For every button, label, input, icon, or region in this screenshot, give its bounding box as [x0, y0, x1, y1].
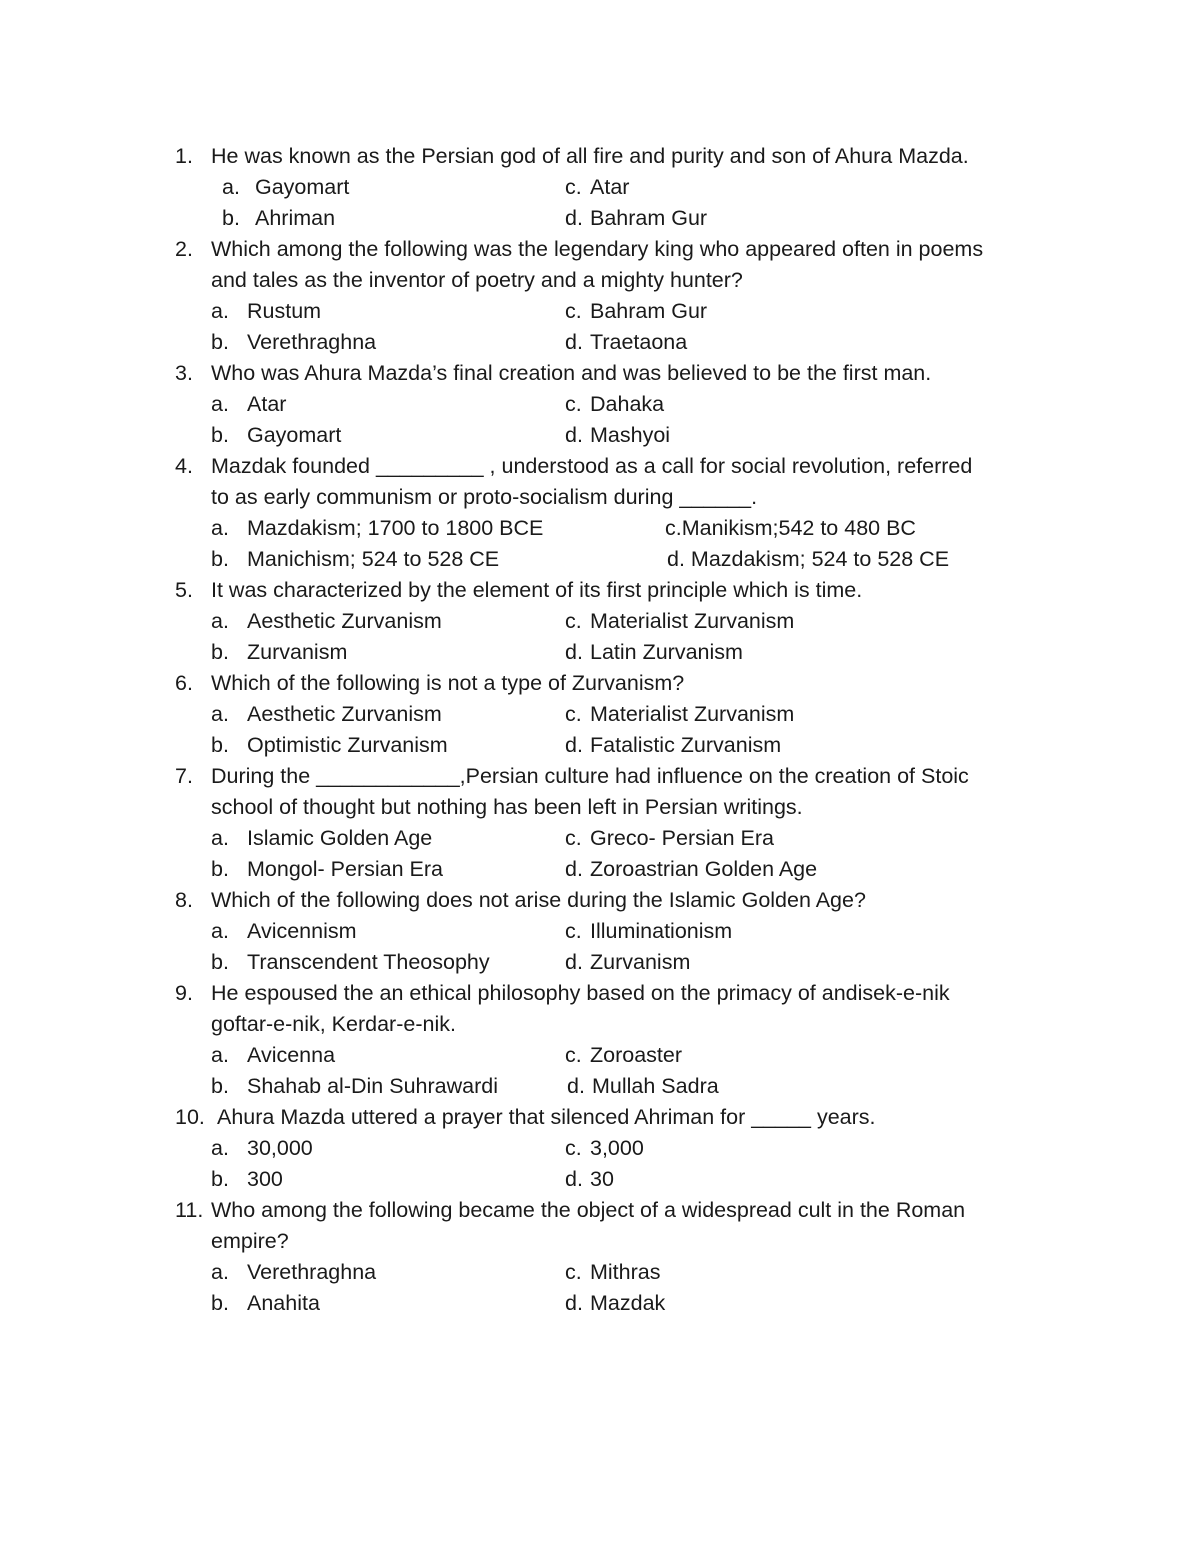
option-letter: a.	[211, 702, 229, 726]
option-letter: c.	[565, 299, 582, 323]
answer-option[interactable]	[565, 203, 708, 234]
option-letter: b.	[211, 330, 229, 354]
option-letter: d.	[565, 1167, 583, 1191]
option-letter: c.	[565, 919, 582, 943]
option-letter: c.	[565, 826, 582, 850]
option-text: d. Mazdakism; 524 to 528 CE	[667, 547, 950, 571]
answer-option[interactable]	[211, 296, 322, 327]
option-text: Materialist Zurvanism	[590, 702, 795, 726]
option-row	[0, 296, 1200, 327]
option-text: Traetaona	[590, 330, 688, 354]
answer-option[interactable]	[222, 172, 350, 203]
option-text: Gayomart	[247, 423, 342, 447]
question-line	[0, 1009, 1200, 1040]
option-text: Dahaka	[590, 392, 665, 416]
question-line	[0, 978, 1200, 1009]
answer-option[interactable]	[211, 389, 287, 420]
question-text: Ahura Mazda uttered a prayer that silenced Ahriman for _____ years.	[217, 1105, 876, 1129]
option-letter: c.	[565, 392, 582, 416]
question-line	[0, 668, 1200, 699]
question-number: 2.	[175, 237, 193, 261]
answer-option[interactable]	[565, 947, 691, 978]
question-number: 6.	[175, 671, 193, 695]
answer-option[interactable]	[211, 420, 342, 451]
option-letter: d.	[565, 733, 583, 757]
option-text: Zoroaster	[590, 1043, 683, 1067]
answer-option[interactable]	[211, 1040, 336, 1071]
question-number: 5.	[175, 578, 193, 602]
question-line	[0, 141, 1200, 172]
option-letter: a.	[211, 299, 229, 323]
answer-option[interactable]	[211, 947, 490, 978]
answer-option[interactable]	[565, 637, 743, 668]
option-text: Greco- Persian Era	[590, 826, 775, 850]
option-letter: c.	[565, 1136, 582, 1160]
option-letter: c.	[565, 1043, 582, 1067]
option-letter: a.	[211, 1043, 229, 1067]
option-text: Rustum	[247, 299, 322, 323]
option-row	[0, 1133, 1200, 1164]
option-letter: a.	[211, 392, 229, 416]
option-row	[0, 730, 1200, 761]
question-number: 7.	[175, 764, 193, 788]
answer-option[interactable]	[211, 823, 433, 854]
option-text: Atar	[590, 175, 630, 199]
option-row	[0, 513, 1200, 544]
option-row	[0, 389, 1200, 420]
option-row	[0, 1040, 1200, 1071]
question-text: Which among the following was the legendary king who appeared often in poems	[211, 237, 984, 261]
question-line	[0, 1226, 1200, 1257]
question-number: 3.	[175, 361, 193, 385]
option-letter: a.	[211, 1136, 229, 1160]
option-row	[0, 172, 1200, 203]
option-text: Latin Zurvanism	[590, 640, 743, 664]
option-text: Zurvanism	[590, 950, 691, 974]
option-row	[0, 637, 1200, 668]
question-text: goftar-e-nik, Kerdar-e-nik.	[211, 1012, 456, 1036]
answer-option[interactable]	[211, 637, 348, 668]
answer-option[interactable]	[565, 606, 795, 637]
question-text: and tales as the inventor of poetry and a mighty hunter?	[211, 268, 743, 292]
option-letter: b.	[211, 950, 229, 974]
option-text: Aesthetic Zurvanism	[247, 702, 442, 726]
question-line	[0, 885, 1200, 916]
option-letter: a.	[211, 826, 229, 850]
option-text: Transcendent Theosophy	[247, 950, 490, 974]
option-row	[0, 1288, 1200, 1319]
question-line	[0, 575, 1200, 606]
option-text: Zurvanism	[247, 640, 348, 664]
option-row	[0, 854, 1200, 885]
option-text: Islamic Golden Age	[247, 826, 433, 850]
question-line	[0, 265, 1200, 296]
answer-option[interactable]	[211, 1257, 377, 1288]
option-row	[0, 947, 1200, 978]
option-letter: a.	[211, 919, 229, 943]
option-text: Mazdakism; 1700 to 1800 BCE	[247, 516, 544, 540]
answer-option[interactable]	[565, 1164, 614, 1195]
option-row	[0, 606, 1200, 637]
option-text: Gayomart	[255, 175, 350, 199]
question-number: 9.	[175, 981, 193, 1005]
answer-option[interactable]	[565, 296, 708, 327]
option-text: Zoroastrian Golden Age	[590, 857, 818, 881]
option-letter: d.	[565, 423, 583, 447]
option-letter: b.	[211, 547, 229, 571]
option-text: Bahram Gur	[590, 206, 708, 230]
question-line	[0, 234, 1200, 265]
option-letter: a.	[211, 516, 229, 540]
answer-option[interactable]	[565, 1257, 661, 1288]
option-text: Bahram Gur	[590, 299, 708, 323]
question-text: Which of the following is not a type of Zurvanism?	[211, 671, 685, 695]
option-letter: b.	[211, 1291, 229, 1315]
answer-option[interactable]	[565, 854, 818, 885]
question-text: Which of the following does not arise during the Islamic Golden Age?	[211, 888, 866, 912]
question-line	[0, 482, 1200, 513]
option-row	[0, 203, 1200, 234]
option-row	[0, 823, 1200, 854]
answer-option[interactable]	[567, 1071, 719, 1102]
answer-option[interactable]	[565, 172, 630, 203]
option-text: Avicenna	[247, 1043, 336, 1067]
option-row	[0, 916, 1200, 947]
question-line	[0, 792, 1200, 823]
option-text: c.Manikism;542 to 480 BC	[665, 516, 916, 540]
answer-option[interactable]	[565, 730, 782, 761]
option-text: Mullah Sadra	[592, 1074, 719, 1098]
option-letter: a.	[222, 175, 240, 199]
question-number: 1.	[175, 144, 193, 168]
option-text: Atar	[247, 392, 287, 416]
option-text: 3,000	[590, 1136, 644, 1160]
answer-option[interactable]	[211, 854, 443, 885]
option-letter: a.	[211, 1260, 229, 1284]
option-text: Fatalistic Zurvanism	[590, 733, 782, 757]
question-text: to as early communism or proto-socialism during ______.	[211, 485, 758, 509]
option-letter: d.	[565, 330, 583, 354]
answer-option[interactable]	[222, 203, 336, 234]
answer-option[interactable]	[565, 420, 671, 451]
answer-option[interactable]	[565, 823, 775, 854]
option-letter: c.	[565, 702, 582, 726]
question-text: empire?	[211, 1229, 289, 1253]
option-letter: d.	[565, 950, 583, 974]
option-text: Mongol- Persian Era	[247, 857, 443, 881]
answer-option[interactable]	[211, 730, 448, 761]
option-text: Manichism; 524 to 528 CE	[247, 547, 500, 571]
question-text: He was known as the Persian god of all fire and purity and son of Ahura Mazda.	[211, 144, 969, 168]
option-text: Illuminationism	[590, 919, 733, 943]
answer-option[interactable]	[565, 916, 733, 947]
question-line	[0, 761, 1200, 792]
option-row	[0, 1257, 1200, 1288]
option-text: 30	[590, 1167, 614, 1191]
question-line	[0, 358, 1200, 389]
option-text: Avicennism	[247, 919, 357, 943]
answer-option[interactable]	[211, 606, 442, 637]
answer-option[interactable]	[211, 1133, 313, 1164]
option-text: Verethraghna	[247, 330, 377, 354]
option-text: Mashyoi	[590, 423, 671, 447]
answer-option[interactable]	[211, 1288, 320, 1319]
question-line	[0, 451, 1200, 482]
option-text: Anahita	[247, 1291, 320, 1315]
answer-option[interactable]	[565, 699, 795, 730]
option-letter: b.	[211, 1167, 229, 1191]
question-text: During the ____________,Persian culture had influence on the creation of Stoic	[211, 764, 969, 788]
option-letter: d.	[565, 640, 583, 664]
answer-option[interactable]	[565, 1040, 683, 1071]
option-text: Aesthetic Zurvanism	[247, 609, 442, 633]
answer-option[interactable]	[565, 1133, 644, 1164]
option-letter: d.	[565, 857, 583, 881]
question-number: 4.	[175, 454, 193, 478]
answer-option[interactable]	[211, 513, 544, 544]
option-row	[0, 420, 1200, 451]
question-number: 11.	[175, 1198, 204, 1222]
option-text: Shahab al-Din Suhrawardi	[247, 1074, 498, 1098]
answer-option[interactable]	[211, 544, 500, 575]
option-letter: b.	[211, 857, 229, 881]
question-number: 10.	[175, 1105, 205, 1129]
option-letter: b.	[211, 423, 229, 447]
answer-option[interactable]	[211, 327, 377, 358]
answer-option[interactable]	[211, 1071, 498, 1102]
answer-option[interactable]	[211, 916, 357, 947]
question-text: school of thought but nothing has been left in Persian writings.	[211, 795, 803, 819]
option-text: 300	[247, 1167, 283, 1191]
option-letter: c.	[565, 175, 582, 199]
question-text: He espoused the an ethical philosophy based on the primacy of andisek-e-nik	[211, 981, 950, 1005]
question-text: Who among the following became the object of a widespread cult in the Roman	[211, 1198, 966, 1222]
option-text: Verethraghna	[247, 1260, 377, 1284]
option-letter: c.	[565, 1260, 582, 1284]
answer-option[interactable]	[565, 389, 665, 420]
question-line	[0, 1195, 1200, 1226]
option-letter: a.	[211, 609, 229, 633]
option-letter: b.	[211, 1074, 229, 1098]
option-letter: d.	[565, 1291, 583, 1315]
option-letter: d.	[567, 1074, 585, 1098]
option-letter: b.	[211, 733, 229, 757]
answer-option[interactable]	[565, 327, 688, 358]
question-number: 8.	[175, 888, 193, 912]
option-row	[0, 327, 1200, 358]
option-text: Mazdak	[590, 1291, 666, 1315]
option-row	[0, 1164, 1200, 1195]
option-row	[0, 1071, 1200, 1102]
option-letter: b.	[211, 640, 229, 664]
option-text: 30,000	[247, 1136, 313, 1160]
answer-option[interactable]	[565, 1288, 666, 1319]
option-text: Ahriman	[255, 206, 336, 230]
option-letter: b.	[222, 206, 240, 230]
answer-option[interactable]	[211, 1164, 283, 1195]
option-letter: c.	[565, 609, 582, 633]
question-text: Mazdak founded _________ , understood as a call for social revolution, referred	[211, 454, 973, 478]
quiz-question-list	[0, 141, 1200, 1319]
answer-option[interactable]	[211, 699, 442, 730]
option-letter: d.	[565, 206, 583, 230]
option-text: Optimistic Zurvanism	[247, 733, 448, 757]
option-row	[0, 544, 1200, 575]
question-text: It was characterized by the element of its first principle which is time.	[211, 578, 863, 602]
question-line	[0, 1102, 1200, 1133]
question-text: Who was Ahura Mazda’s final creation and was believed to be the first man.	[211, 361, 932, 385]
option-text: Materialist Zurvanism	[590, 609, 795, 633]
option-text: Mithras	[590, 1260, 661, 1284]
option-row	[0, 699, 1200, 730]
